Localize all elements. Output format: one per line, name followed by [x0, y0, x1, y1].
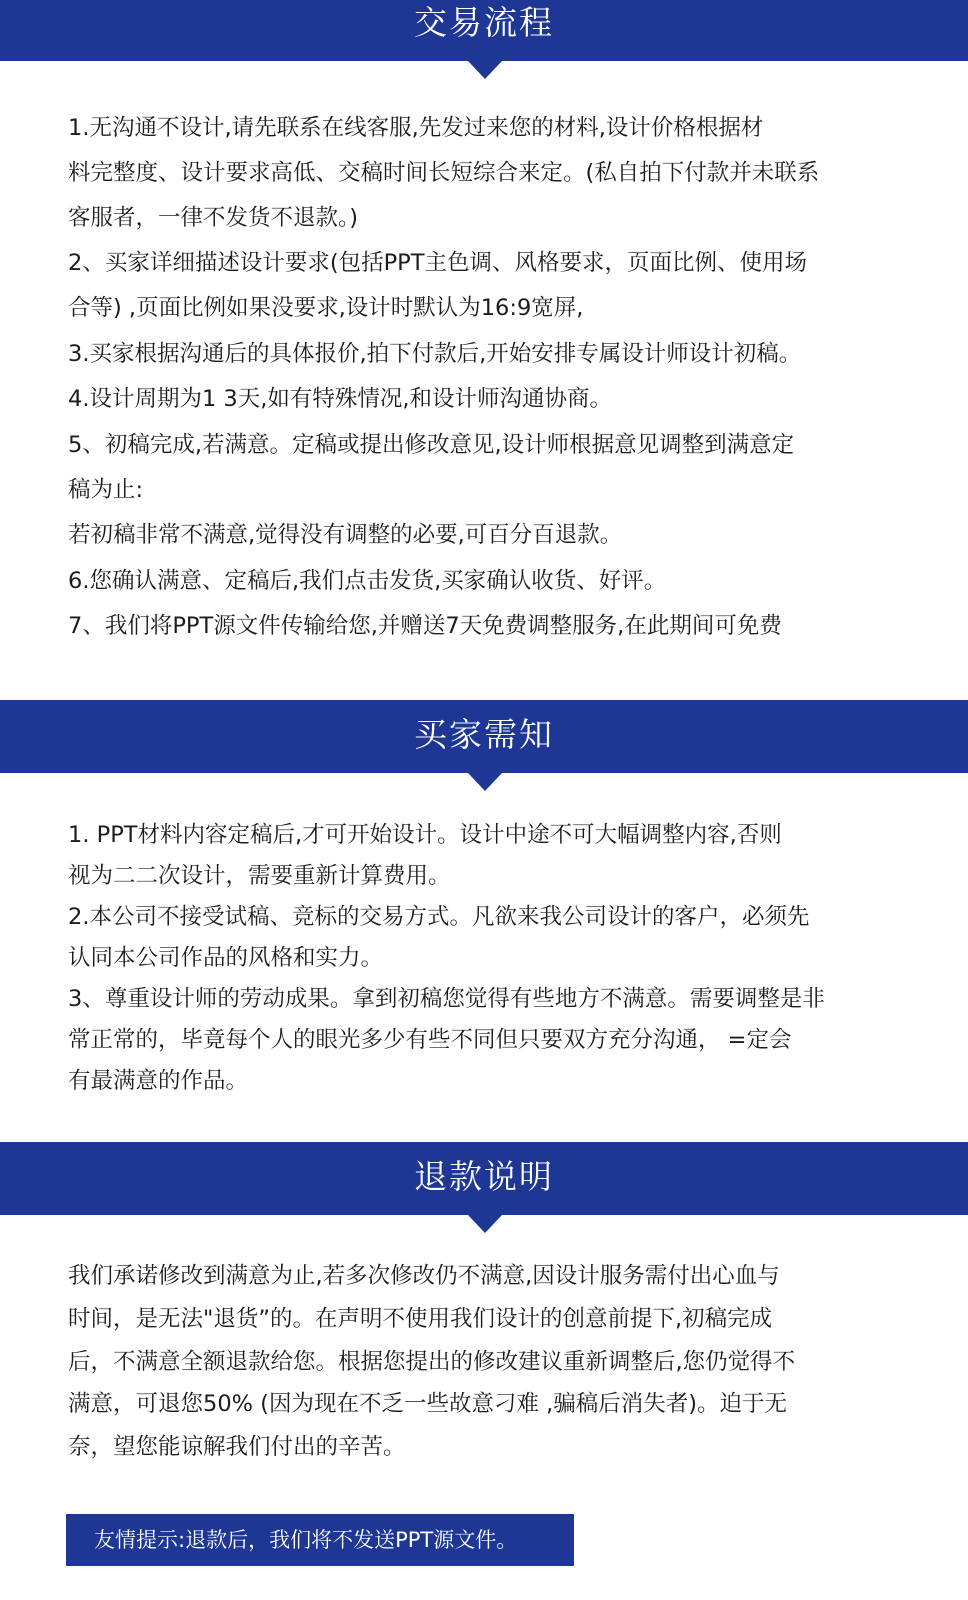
process-line: 料完整度、设计要求高低、交稿时间长短综合来定。(私自拍下付款并未联系: [68, 160, 820, 186]
section-header-buyer: [0, 700, 968, 773]
refund-line: 奈，望您能谅解我们付出的辛苦。: [68, 1434, 406, 1460]
process-line: 稿为止:: [68, 477, 144, 503]
refund-line: 我们承诺修改到满意为止,若多次修改仍不满意,因设计服务需付出心血与: [68, 1263, 780, 1289]
buyer-line: 3、尊重设计师的劳动成果。拿到初稿您觉得有些地方不满意。需要调整是非: [68, 986, 825, 1012]
process-line: 4.设计周期为1 3天,如有特殊情况,和设计师沟通协商。: [68, 386, 613, 412]
section-header-refund: [0, 1142, 968, 1215]
section-header-process: [0, 0, 968, 61]
buyer-line: 视为二二次设计，需要重新计算费用。: [68, 863, 451, 889]
section-title-refund: 退款说明: [414, 1157, 554, 1196]
refund-notice-text: 友情提示:退款后，我们将不发送PPT源文件。: [94, 1528, 518, 1552]
section-title-process: 交易流程: [414, 3, 554, 42]
process-line: 若初稿非常不满意,觉得没有调整的必要,可百分百退款。: [68, 522, 623, 548]
refund-line: 后，不满意全额退款给您。根据您提出的修改建议重新调整后,您仍觉得不: [68, 1349, 796, 1375]
buyer-line: 2.本公司不接受试稿、竞标的交易方式。凡欲来我公司设计的客户，必须先: [68, 904, 810, 930]
process-line: 3.买家根据沟通后的具体报价,拍下付款后,开始安排专属设计师设计初稿。: [68, 341, 802, 367]
process-line: 1.无沟通不设计,请先联系在线客服,先发过来您的材料,设计价格根据材: [68, 115, 764, 141]
process-line: 客服者，一律不发货不退款。): [68, 205, 359, 231]
refund-notice-box: [66, 1514, 574, 1566]
buyer-line: 常正常的，毕竟每个人的眼光多少有些不同但只要双方充分沟通， =定会: [68, 1027, 792, 1053]
process-line: 合等) ,页面比例如果没要求,设计时默认为16:9宽屏,: [68, 295, 584, 321]
buyer-line: 有最满意的作品。: [68, 1068, 249, 1094]
buyer-line: 认同本公司作品的风格和实力。: [68, 945, 384, 971]
header-arrow: [468, 773, 502, 791]
process-line: 7、我们将PPT源文件传输给您,并赠送7天免费调整服务,在此期间可免费: [68, 613, 782, 639]
section-title-buyer: 买家需知: [414, 715, 554, 754]
refund-line: 满意，可退您50% (因为现在不乏一些故意刁难 ,骗稿后消失者)。迫于无: [68, 1391, 788, 1417]
refund-line: 时间，是无法"退货”的。在声明不使用我们设计的创意前提下,初稿完成: [68, 1306, 773, 1332]
buyer-line: 1. PPT材料内容定稿后,才可开始设计。设计中途不可大幅调整内容,否则: [68, 822, 782, 848]
process-line: 5、初稿完成,若满意。定稿或提出修改意见,设计师根据意见调整到满意定: [68, 432, 795, 458]
process-line: 6.您确认满意、定稿后,我们点击发货,买家确认收货、好评。: [68, 568, 667, 594]
process-line: 2、买家详细描述设计要求(包括PPT主色调、风格要求，页面比例、使用场: [68, 250, 807, 276]
header-arrow: [468, 61, 502, 79]
header-arrow: [468, 1215, 502, 1233]
